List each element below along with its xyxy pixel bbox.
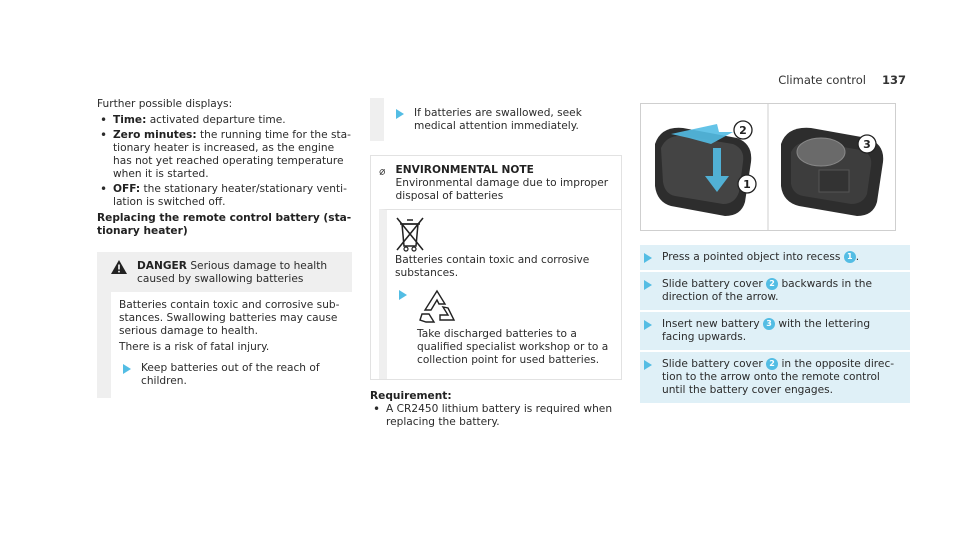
warning-triangle-icon	[111, 260, 127, 274]
callout-badge: 3	[763, 318, 775, 330]
env-text: Batteries contain toxic and corrosive substances.	[395, 254, 590, 279]
step-item: Insert new battery 3 with the lettering facing upwards.	[640, 312, 910, 350]
danger-box	[97, 252, 352, 398]
list-item: • A CR2450 lithium battery is required when replacing the battery.	[370, 403, 622, 429]
steps-list	[640, 245, 910, 403]
callout-badge: 2	[766, 358, 778, 370]
step-item: Slide battery cover 2 backwards in the direction of the arrow.	[640, 272, 910, 310]
env-title: Environmental damage due to improper disposal of batteries	[395, 177, 609, 202]
step-item: Press a pointed object into recess 1 .	[640, 245, 910, 270]
recycle-icon	[417, 288, 457, 326]
arrow-right-icon	[644, 360, 652, 370]
danger-box-continued	[370, 98, 622, 141]
danger-text: There is a risk of fatal injury.	[119, 341, 270, 353]
arrow-right-icon	[123, 364, 131, 374]
display-list	[97, 114, 352, 209]
env-label: ENVIRONMENTAL NOTE	[395, 164, 534, 176]
figure-label: 3	[863, 138, 871, 151]
arrow-right-icon	[644, 253, 652, 263]
column-middle	[370, 98, 622, 431]
crossed-bin-icon	[395, 216, 425, 254]
danger-label: DANGER	[137, 260, 187, 272]
intro-text: Further possible displays:	[97, 98, 233, 110]
arrow-right-icon	[644, 320, 652, 330]
list-item: • Zero minutes: the running time for the stationary heater is increased, as the engine has not yet reached operating temperature when it is started.	[97, 129, 352, 181]
figure-label: 2	[739, 124, 747, 137]
arrow-right-icon	[396, 109, 404, 119]
step-item: Slide battery cover 2 in the opposite direction to the arrow onto the remote control until the battery cover engages.	[640, 352, 910, 403]
list-item: • Time: activated departure time.	[97, 114, 352, 127]
action-item: If batteries are swallowed, seek medical attention immediately.	[392, 107, 614, 133]
requirement-heading: Requirement:	[370, 390, 452, 402]
remote-control-illustration	[641, 104, 895, 230]
action-item: Take discharged batteries to a qualified specialist workshop or to a collection point for used batteries.	[395, 288, 613, 367]
environment-icon	[379, 164, 386, 180]
arrow-right-icon	[644, 280, 652, 290]
action-item: Keep batteries out of the reach of children.	[119, 362, 344, 388]
section-heading: Replacing the remote control battery (stationary heater)	[97, 212, 352, 237]
danger-title: Serious damage to health caused by swallowing batteries	[137, 260, 328, 285]
callout-badge: 1	[844, 251, 856, 263]
danger-text: Batteries contain toxic and corrosive substances. Swallowing batteries may cause serious damage to health.	[119, 299, 340, 337]
page-number: 137	[881, 73, 906, 87]
list-item: • OFF: the stationary heater/stationary ventilation is switched off.	[97, 183, 352, 209]
callout-badge: 2	[766, 278, 778, 290]
figure-label: 1	[743, 178, 751, 191]
remote-control-figure	[640, 103, 896, 231]
arrow-right-icon	[399, 290, 407, 300]
page-header	[778, 73, 906, 87]
section-title: Climate control	[778, 73, 866, 87]
column-left	[97, 98, 352, 398]
environment-note-box	[370, 155, 622, 380]
column-right	[640, 103, 910, 405]
